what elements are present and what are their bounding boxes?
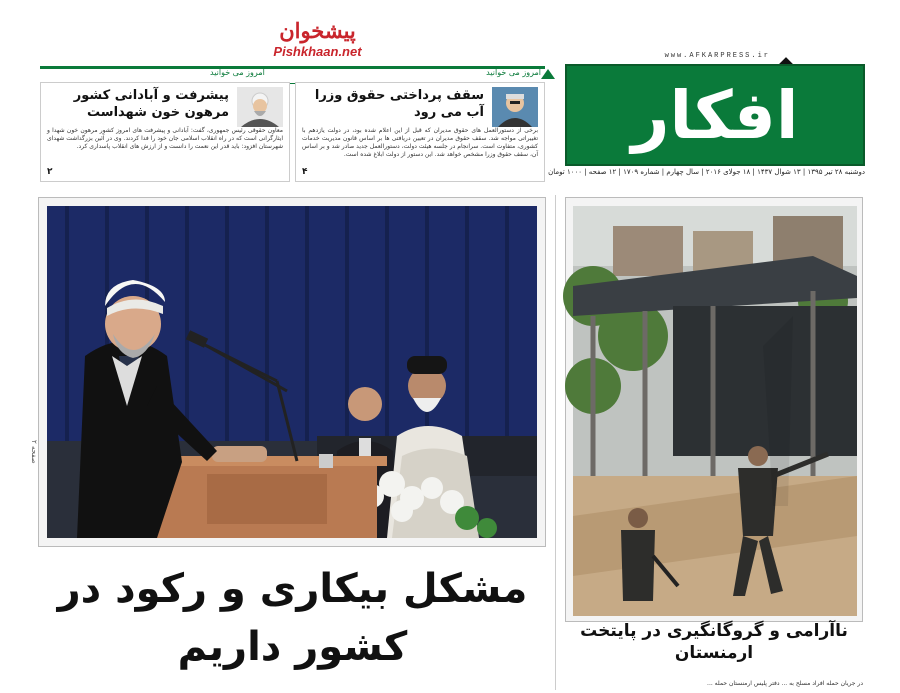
triangle-icon: [541, 69, 555, 79]
teaser-headline: پیشرفت و آبادانی کشور مرهون خون شهداست: [73, 88, 229, 120]
today-read-label-secondary: امروز می خوانید: [210, 68, 265, 77]
side-photo-frame[interactable]: [565, 197, 863, 622]
teaser-body: برخی از دستورالعمل های حقوق مدیران که قبل از این اعلام شده بود، در دولت یازدهم با تغییراتی مواجه شد. سقف حقوق مدیران در تعیین دریافتی ها بر اساس قانون مدیریت خدمات کشوری، متفاوت است. سرانجام در جلسه هیئت دولت، دستورالعمل جدید صادر شد و بر اساس آن، سقف حقوق وزرا مشخص خواهد شد. این دستور از دولت ابلاغ شده است.: [302, 127, 538, 158]
column-divider: [555, 195, 556, 690]
main-headline[interactable]: مشکل بیکاری و رکود در کشور داریم: [57, 566, 528, 670]
dateline: دوشنبه ۲۸ تیر ۱۳۹۵ | ۱۳ شوال ۱۴۳۷ | ۱۸ جولای ۲۰۱۶ | سال چهارم | شماره ۱۷۰۹ | ۱۲ صفحه | ۱۰۰۰ تومان: [548, 168, 865, 176]
side-story-headline[interactable]: ناآرامی و گروگانگیری در پایتخت ارمنستان: [580, 621, 848, 663]
hero-photo-frame[interactable]: [38, 197, 546, 547]
teaser-body: معاون حقوقی رئیس جمهوری، گفت: آبادانی و پیشرفت های امروز کشور مرهون خون شهدا و ایثارگرانی است که در راه انقلاب اسلامی جان خود را فدا کردند. وی در آئین بزرگداشت شهدای شهرستان افزود: باید قدر این نعمت را دانست و از ارزش های انقلاب پاسداری کرد.: [47, 127, 283, 150]
masthead-title: افکار: [631, 77, 799, 154]
today-read-label: امروز می خوانید: [486, 68, 541, 77]
cleric-portrait-icon: [237, 87, 283, 127]
person-portrait-icon: [492, 87, 538, 127]
masthead-url: www.AFKARPRESS.ir: [664, 52, 770, 60]
hero-page-ref: صفحه ۲: [30, 440, 38, 464]
teaser-martyrs[interactable]: [40, 82, 290, 182]
teaser-salary-cap[interactable]: [295, 82, 545, 182]
teaser-page-number: ۴: [302, 167, 308, 177]
armed-gunmen-photo: [573, 206, 857, 616]
side-story-body: در جریان حمله افراد مسلح به ... دفتر پلیس ارمنستان حمله ...: [707, 680, 863, 687]
masthead-logo: [565, 64, 865, 166]
teaser-page-number: ۲: [47, 167, 53, 177]
teaser-headline: سقف پرداختی حقوق وزرا آب می رود: [314, 88, 484, 120]
speaker-at-podium-photo: [47, 206, 537, 538]
watermark-fa: پیشخوان: [279, 18, 356, 43]
watermark-en: Pishkhaan.net: [273, 44, 362, 59]
